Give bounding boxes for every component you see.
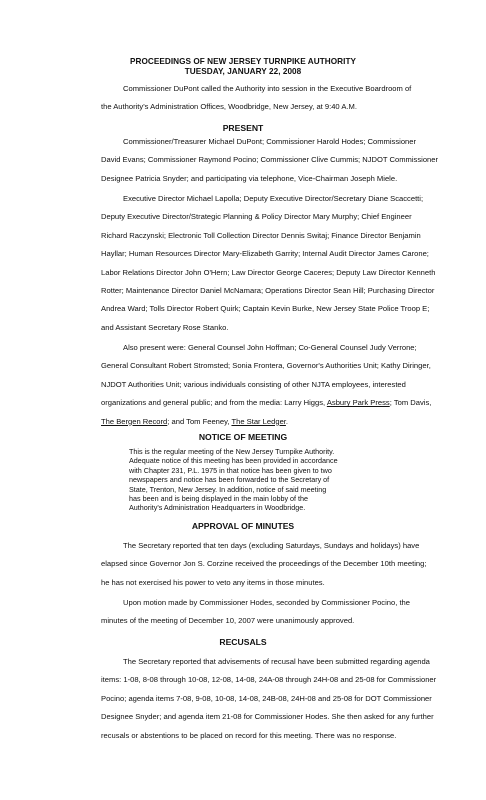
section-heading-present: PRESENT xyxy=(222,123,264,133)
text-line: Commissioner DuPont called the Authority into session in the Executive Boardroom of xyxy=(123,84,412,93)
text-line: The Secretary reported that advisements of recusal have been submitted regarding agenda xyxy=(123,657,430,666)
text-line: he has not exercised his power to veto any items in those minutes. xyxy=(101,577,325,587)
newspaper-name: The Star Ledger xyxy=(231,416,286,426)
text-line: Rotter; Maintenance Director Daniel McNamara; Operations Director Sean Hill; Purchasing Director xyxy=(101,286,435,296)
text-line: with Chapter 231, P.L. 1975 in that notice has been given to two xyxy=(129,465,332,475)
section-heading-recusals: RECUSALS xyxy=(219,637,267,647)
text-segment: . xyxy=(285,416,289,426)
text-line: Designee Patricia Snyder; and participating via telephone, Vice-Chairman Joseph Miele. xyxy=(101,173,398,183)
present-commissioners-paragraph xyxy=(101,133,439,188)
text-line: This is the regular meeting of the New Jersey Turnpike Authority. xyxy=(129,447,335,456)
text-segment: organizations and general public; and from the media: Larry Higgs, xyxy=(101,398,327,408)
present-staff-paragraph xyxy=(101,190,439,337)
text-line: has been and is being displayed in the main lobby of the xyxy=(129,494,309,504)
text-line: Upon motion made by Commissioner Hodes, seconded by Commissioner Pocino, the xyxy=(123,598,411,607)
document-date: TUESDAY, JANUARY 22, 2008 xyxy=(184,67,302,76)
text-line: Also present were: General Counsel John Hoffman; Co-General Counsel Judy Verrone; xyxy=(123,343,417,352)
text-line: Andrea Ward; Tolls Director Robert Quirk; Captain Kevin Burke, New Jersey State Police Troop E; xyxy=(101,304,430,314)
also-present-paragraph xyxy=(101,339,439,431)
text-line: State, Trenton, New Jersey. In addition, notice of said meeting xyxy=(129,484,327,494)
text-line: Richard Raczynski; Electronic Toll Collection Director Dennis Switaj; Finance Director Benjamin xyxy=(101,230,421,240)
recusals-paragraph xyxy=(101,653,439,745)
text-line: Hayllar; Human Resources Director Mary-Elizabeth Garrity; Internal Audit Director James Carone; xyxy=(101,249,429,259)
text-line: elapsed since Governor Jon S. Corzine received the proceedings of the December 10th meeting; xyxy=(101,559,427,569)
section-heading-approval: APPROVAL OF MINUTES xyxy=(191,521,295,531)
newspaper-name: Asbury Park Press xyxy=(326,398,390,408)
section-heading-notice: NOTICE OF MEETING xyxy=(198,432,288,442)
text-segment: ; and Tom Feeney, xyxy=(167,416,232,426)
newspaper-name: The Bergen Record xyxy=(101,416,168,426)
text-line: Commissioner/Treasurer Michael DuPont; Commissioner Harold Hodes; Commissioner xyxy=(123,137,417,146)
text-line: Pocino; agenda items 7-08, 9-08, 10-08, 14-08, 24B-08, 24H-08 and 25-08 for DOT Commissioner xyxy=(101,693,432,703)
document-title: PROCEEDINGS OF NEW JERSEY TURNPIKE AUTHORITY xyxy=(129,57,357,66)
notice-of-meeting-block xyxy=(129,447,359,513)
text-line: Executive Director Michael Lapolla; Deputy Executive Director/Secretary Diane Scaccetti; xyxy=(123,194,424,203)
text-line: Adequate notice of this meeting has been provided in accordance xyxy=(129,456,338,466)
text-line: NJDOT Authorities Unit; various individuals consisting of other NJTA employees, interested xyxy=(101,379,406,389)
text-line: Designee Snyder; and agenda item 21-08 for Commissioner Hodes. She then asked for any further xyxy=(101,712,434,722)
approval-paragraph-2 xyxy=(101,594,439,631)
text-line: General Consultant Robert Stromsted; Sonia Frontera, Governor's Authorities Unit; Kathy Diringer, xyxy=(101,361,431,371)
text-line: and Assistant Secretary Rose Stanko. xyxy=(101,322,229,332)
text-line: newspapers and notice has been forwarded to the Secretary of xyxy=(129,475,330,485)
text-line: David Evans; Commissioner Raymond Pocino; Commissioner Clive Cummis; NJDOT Commissioner xyxy=(101,155,439,165)
intro-paragraph xyxy=(101,80,439,117)
text-line: the Authority's Administration Offices, Woodbridge, New Jersey, at 9:40 A.M. xyxy=(101,102,357,112)
text-line: Labor Relations Director John O'Hern; Law Director George Caceres; Deputy Law Director Kenneth xyxy=(101,267,436,277)
text-line: recusals or abstentions to be placed on record for this meeting. There was no response. xyxy=(101,730,397,740)
text-line: items: 1-08, 8-08 through 10-08, 12-08, 14-08, 24A-08 through 24H-08 and 25-08 for Commissioner xyxy=(101,675,437,685)
approval-paragraph-1 xyxy=(101,537,439,592)
text-line xyxy=(101,394,439,412)
text-segment: ; Tom Davis, xyxy=(389,398,432,408)
text-line xyxy=(101,413,439,431)
text-line: Authority's Administration Headquarters in Woodbridge. xyxy=(129,503,306,513)
text-line: minutes of the meeting of December 10, 2007 were unanimously approved. xyxy=(101,616,355,626)
text-line: Deputy Executive Director/Strategic Planning & Policy Director Mary Murphy; Chief Engineer xyxy=(101,212,412,222)
text-line: The Secretary reported that ten days (excluding Saturdays, Sundays and holidays) have xyxy=(123,541,420,550)
